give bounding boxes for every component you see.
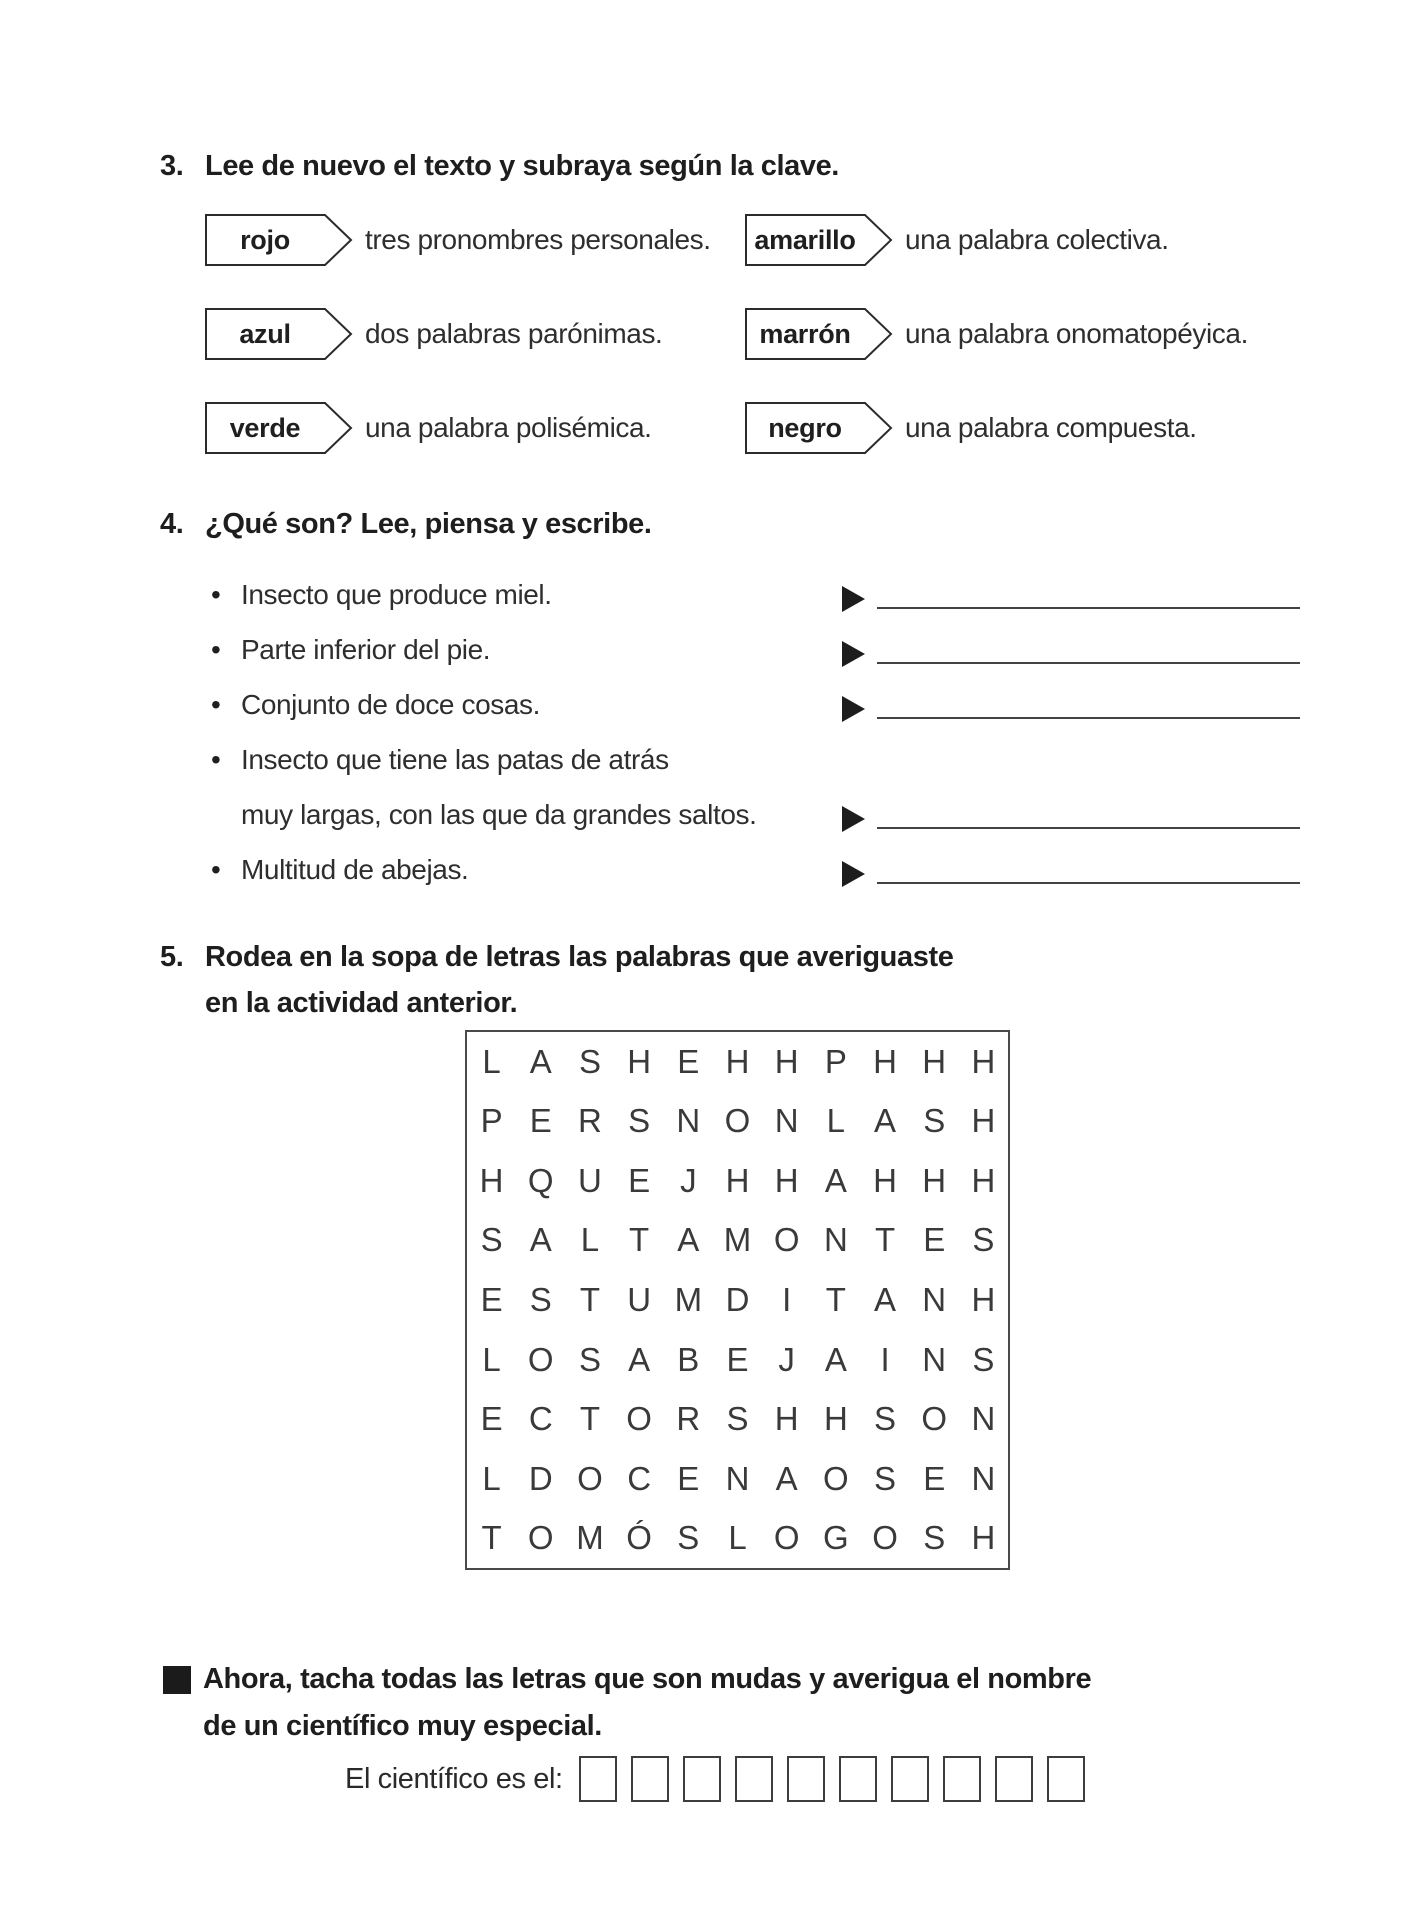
grid-letter: H [971,1102,996,1140]
bullet-dot: • [211,689,221,720]
answer-box [683,1756,721,1802]
grid-letter: S [677,1519,700,1557]
exercise3-heading [160,148,839,184]
answer-line [877,607,1300,609]
grid-letter: S [874,1400,897,1438]
grid-letter: J [778,1340,795,1378]
tag-label: verde [229,412,301,443]
grid-letter: M [723,1221,752,1259]
color-key-item [205,308,745,360]
grid-letter: S [923,1102,946,1140]
grid-letter: R [578,1102,602,1140]
answer-box [579,1756,617,1802]
grid-letter: L [728,1519,747,1557]
grid-letter: T [629,1221,650,1259]
color-key-item [745,402,1325,454]
grid-letter: S [923,1519,946,1557]
bullet-dot: • [211,744,221,775]
color-key-item [205,402,745,454]
grid-letter: U [627,1280,652,1318]
grid-letter: L [580,1221,600,1259]
answer-arrow-icon [842,586,865,612]
grid-letter: O [527,1519,554,1557]
grid-letter: S [972,1340,995,1378]
grid-letter: R [676,1400,701,1438]
grid-letter: O [626,1400,652,1438]
clue-row [205,835,1300,890]
grid-letter: T [874,1221,896,1259]
grid-letter: M [576,1519,604,1557]
grid-letter: S [874,1459,897,1497]
grid-letter: E [726,1340,749,1378]
grid-letter: T [481,1519,502,1557]
exercise5-title-line2: en la actividad anterior. [205,987,518,1019]
grid-letter: A [874,1102,897,1140]
grid-letter: H [627,1042,652,1080]
bullet-dot: • [211,579,221,610]
grid-letter: H [725,1042,750,1080]
grid-letter: H [971,1161,996,1199]
grid-letter: Ó [626,1519,652,1557]
answer-line [877,717,1300,719]
scientist-answer-row [345,1756,1099,1802]
grid-letter: H [873,1161,897,1199]
grid-letter: M [674,1280,703,1318]
grid-letter: N [922,1340,947,1378]
grid-letter: E [923,1459,946,1497]
grid-letter: H [774,1400,799,1438]
grid-letter: N [823,1221,848,1259]
exercise4-heading [160,506,652,542]
grid-letter: H [774,1161,799,1199]
grid-letter: N [774,1102,799,1140]
color-tag [745,214,893,266]
grid-letter: H [971,1280,996,1318]
grid-letter: N [971,1459,996,1497]
answer-box [631,1756,669,1802]
key-description: tres pronombres personales. [365,224,711,255]
grid-letter: L [482,1459,501,1497]
answer-box [943,1756,981,1802]
exercise5-title [205,934,953,1026]
final-task-line1: Ahora, tacha todas las letras que son mudas y averigua el nombre [203,1663,1092,1695]
answer-box [839,1756,877,1802]
grid-letter: S [628,1102,651,1140]
grid-letter: D [725,1280,750,1318]
color-key-item [745,308,1325,360]
tag-label: rojo [240,224,290,255]
key-description: una palabra compuesta. [905,412,1197,443]
grid-letter: N [922,1280,947,1318]
grid-letter: T [579,1400,601,1438]
grid-letter: C [528,1400,553,1438]
grid-letter: U [578,1161,602,1199]
grid-letter: T [579,1280,601,1318]
grid-letter: O [823,1459,849,1497]
exercise3-title: Lee de nuevo el texto y subraya según la clave. [205,150,839,182]
clue-row [205,670,1300,725]
word-search-grid [465,1030,1010,1570]
answer-arrow-icon [842,861,865,887]
grid-letter: O [773,1519,800,1557]
grid-letter: E [677,1459,700,1497]
answer-line [877,662,1300,664]
key-description: dos palabras parónimas. [365,318,663,349]
clue-text: Insecto que tiene las patas de atrás [241,744,669,775]
grid-letter: A [529,1221,552,1259]
grid-letter: E [480,1400,503,1438]
final-task-text [203,1656,1091,1750]
grid-letter: H [479,1161,504,1199]
answer-area [842,696,1300,725]
grid-letter: O [872,1519,898,1557]
grid-letter: I [880,1340,890,1378]
grid-letter: S [578,1042,601,1080]
bullet-dot: • [211,634,221,665]
exercise4-number: 4. [160,508,184,540]
grid-letter: A [529,1042,552,1080]
grid-letter: G [823,1519,849,1557]
grid-letter: O [921,1400,948,1438]
clue-row [205,725,1300,780]
answer-box [735,1756,773,1802]
grid-letter: E [677,1042,700,1080]
tag-label: marrón [759,318,851,349]
grid-letter: H [971,1042,996,1080]
grid-letter: E [923,1221,946,1259]
grid-letter: C [627,1459,652,1497]
grid-letter: N [725,1459,750,1497]
exercise5-number: 5. [160,941,184,973]
clue-text: Parte inferior del pie. [241,634,491,665]
grid-letter: P [824,1042,847,1080]
clue-text: Insecto que produce miel. [241,579,552,610]
exercise5-title-line1: Rodea en la sopa de letras las palabras que averiguaste [205,941,954,973]
scientist-answer-label: El científico es el: [345,1762,563,1795]
exercise4-title: ¿Qué son? Lee, piensa y escribe. [205,508,652,540]
grid-letter: S [480,1221,503,1259]
exercise3-number: 3. [160,150,184,182]
clue-row [205,615,1300,670]
tag-label: azul [239,318,291,349]
grid-letter: H [774,1042,799,1080]
color-tag [205,214,353,266]
answer-box [1047,1756,1085,1802]
grid-letter: O [577,1459,603,1497]
grid-letter: N [971,1400,996,1438]
color-tag [745,402,893,454]
grid-letter: O [724,1102,751,1140]
grid-letter: E [480,1280,503,1318]
final-task-line2: de un científico muy especial. [203,1710,602,1742]
grid-letter: L [482,1042,501,1080]
grid-letter: H [922,1042,947,1080]
grid-letter: A [824,1161,847,1199]
key-description: una palabra onomatopéyica. [905,318,1248,349]
grid-letter: H [971,1519,996,1557]
answer-arrow-icon [842,806,865,832]
answer-arrow-icon [842,696,865,722]
grid-letter: E [529,1102,552,1140]
color-tag [205,308,353,360]
square-bullet-icon [163,1666,191,1694]
grid-letter: A [628,1340,651,1378]
grid-letter: H [922,1161,947,1199]
grid-letter: A [824,1340,847,1378]
grid-letter: N [676,1102,701,1140]
grid-letter: S [529,1280,552,1318]
grid-letter: H [873,1042,897,1080]
answer-arrow-icon [842,641,865,667]
tag-label: amarillo [754,224,856,255]
clue-list [205,560,1300,890]
grid-letter: S [972,1221,995,1259]
tag-label: negro [768,412,842,443]
grid-letter: A [775,1459,798,1497]
answer-box [787,1756,825,1802]
grid-letter: H [725,1161,750,1199]
grid-letter: O [527,1340,554,1378]
grid-letter: E [628,1161,651,1199]
scientist-answer-boxes [579,1756,1099,1802]
grid-letter: J [680,1161,697,1199]
grid-letter: A [874,1280,897,1318]
bullet-dot: • [211,854,221,885]
clue-text: Multitud de abejas. [241,854,469,885]
answer-line [877,882,1300,884]
answer-area [842,861,1300,890]
key-description: una palabra polisémica. [365,412,652,443]
key-description: una palabra colectiva. [905,224,1169,255]
clue-row [205,780,1300,835]
grid-letter: A [677,1221,700,1259]
color-key-item [205,214,745,266]
color-tag [745,308,893,360]
grid-letter: I [782,1280,792,1318]
clue-text: Conjunto de doce cosas. [241,689,541,720]
exercise5-heading [160,934,953,1026]
clue-text: muy largas, con las que da grandes saltos. [241,799,757,830]
grid-letter: S [578,1340,601,1378]
grid-letter: S [726,1400,749,1438]
grid-letter: Q [527,1161,554,1199]
clue-row [205,560,1300,615]
grid-letter: H [823,1400,848,1438]
grid-letter: D [528,1459,553,1497]
answer-area [842,806,1300,835]
grid-letter: B [677,1340,700,1378]
color-tag [205,402,353,454]
grid-letter: L [482,1340,501,1378]
answer-area [842,641,1300,670]
answer-box [995,1756,1033,1802]
grid-letter: L [826,1102,846,1140]
grid-letter: T [825,1280,846,1318]
answer-line [877,827,1300,829]
answer-area [842,586,1300,615]
grid-letter: O [773,1221,800,1259]
answer-box [891,1756,929,1802]
grid-letter: P [480,1102,503,1140]
color-key-item [745,214,1325,266]
color-key-grid [205,214,1325,454]
